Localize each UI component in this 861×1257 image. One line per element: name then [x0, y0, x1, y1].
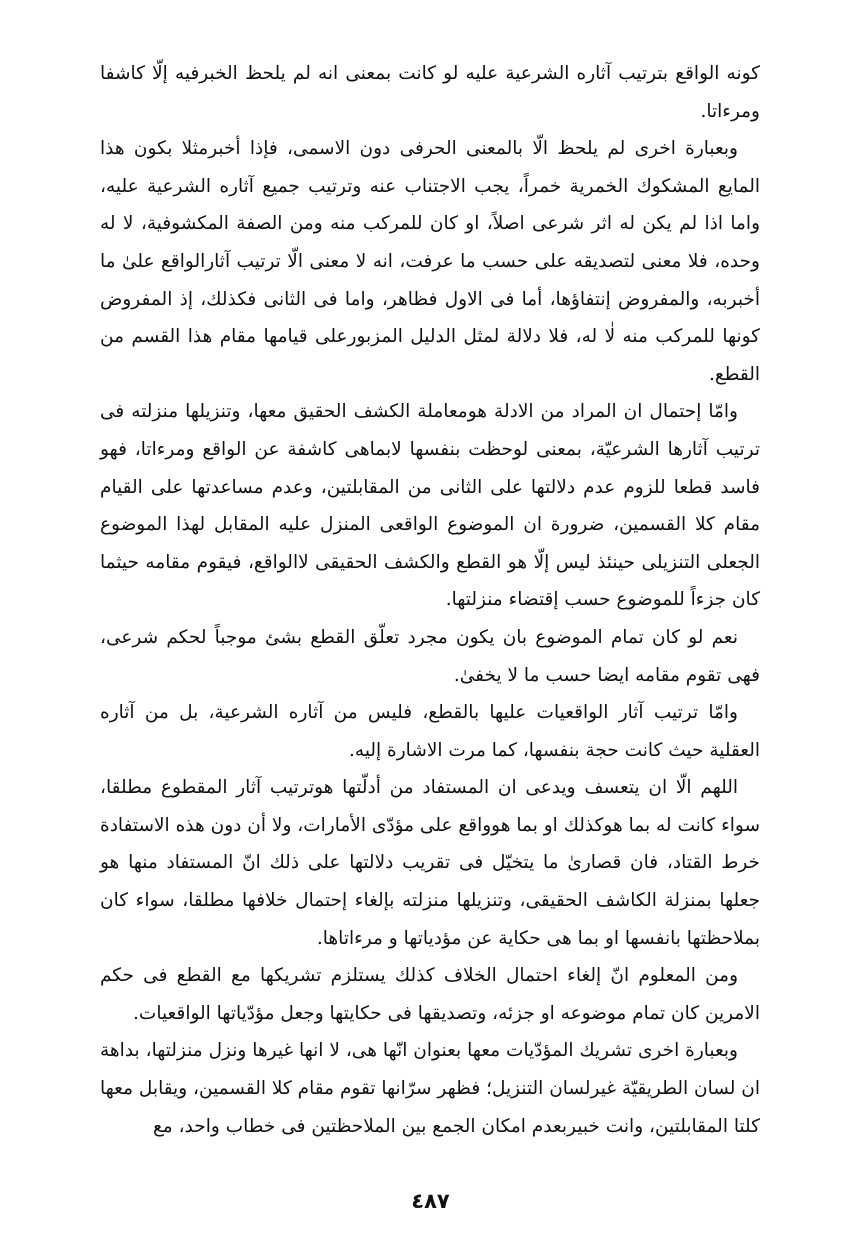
page-number: ٤٨٧ — [411, 1189, 450, 1213]
paragraph-7: ومن المعلوم انّ إلغاء احتمال الخلاف كذلك يستلزم تشريكها مع القطع فى حكم الامرين كان تمام موضوعه او جزئه، وتصديقها فى حكايتها وجعل مؤدّياتها الواقعيات. — [100, 965, 760, 1024]
paragraph-2: وبعبارة اخرى لم يلحظ الّا بالمعنى الحرفى دون الاسمى، فإذا أخبرمثلا بكون هذا المايع المشكوك الخمرية خمراً، يجب الاجتناب عنه وترتيب جميع آثاره الشرعية عليه، واما اذا لم يكن له اثر شرعى اصلاً، او كان للمركب منه ومن الصفة المكشوفية، لا له وحده، فلا معنى لتصديقه على حسب ما عرفت، انه لا معنى الّا ترتيب آثارالواقع علىٰ ما أخبربه، والمفروض إنتفاؤها، أما فى الاول فظاهر، واما فى الثانى فكذلك، إذ المفروض كونها للمركب منه لٰا له، فلا دلالة لمثل الدليل المزبورعلى قيامها مقام هذا القسم من القطع. — [100, 138, 760, 385]
paragraph-3: وامّا إحتمال ان المراد من الادلة هومعاملة الكشف الحقيق معها، وتنزيلها منزلته فى ترتيب آثارها الشرعيّة، بمعنى لوحظت بنفسها لابماهى كاشفة عن الواقع ومرءاتا، فهو فاسد قطعا للزوم عدم دلالتها على الثانى من المقابلتين، وعدم مساعدتها على القيام مقام كلا القسمين، ضرورة ان الموضوع الواقعى المنزل عليه المقابل لهذا الموضوع الجعلى التنزيلى حينئذ ليس إلّا هو القطع والكشف الحقيقى لاالواقع، فيقوم مقامه حيثما كان جزءاً للموضوع حسب إقتضاء منزلتها. — [100, 401, 760, 611]
paragraph-6: اللهم الّا ان يتعسف ويدعى ان المستفاد من أدلّتها هوترتيب آثار المقطوع مطلقا، سواء كانت له بما هوكذلك او بما هوواقع على مؤدّى الأمارات، ولا أن دون هذه الاستفادة خرط القتاد، فان قصارىٰ ما يتخيّل فى تقريب دلالتها على ذلك انّ المستفاد منها هو جعلها بمنزلة الكاشف الحقيقى، وتنزيلها منزلته بإلغاء إحتمال خلافها مطلقا، سواء كان بملاحظتها بانفسها او بما هى حكاية عن مؤدياتها و مرءاتاها. — [100, 777, 760, 949]
paragraph-5: وامّا ترتيب آثار الواقعيات عليها بالقطع، فليس من آثاره الشرعية، بل من آثاره العقلية حيث كانت حجة بنفسها، كما مرت الاشارة إليه. — [100, 702, 760, 761]
paragraph-1: كونه الواقع بترتيب آثاره الشرعية عليه لو كانت بمعنى انه لم يلحظ الخبرفيه إلّا كاشفا ومرءاتا. — [100, 63, 760, 122]
paragraph-8: وبعبارة اخرى تشريك المؤدّيات معها بعنوان انّها هى، لا انها غيرها ونزل منزلتها، بداهة ان لسان الطريقيّة غيرلسان التنزيل؛ فظهر سرّانها تقوم مقام كلا القسمين، ويقابل معها كلتا المقابلتين، وانت خبيربعدم امكان الجمع بين الملاحظتين فى خطاب واحد، مع — [100, 1040, 760, 1137]
paragraph-4: نعم لو كان تمام الموضوع بان يكون مجرد تعلّق القطع بشئ موجباً لحكم شرعى، فهى تقوم مقامه ايضا حسب ما لا يخفىٰ. — [100, 626, 760, 686]
page-body — [100, 55, 760, 1145]
